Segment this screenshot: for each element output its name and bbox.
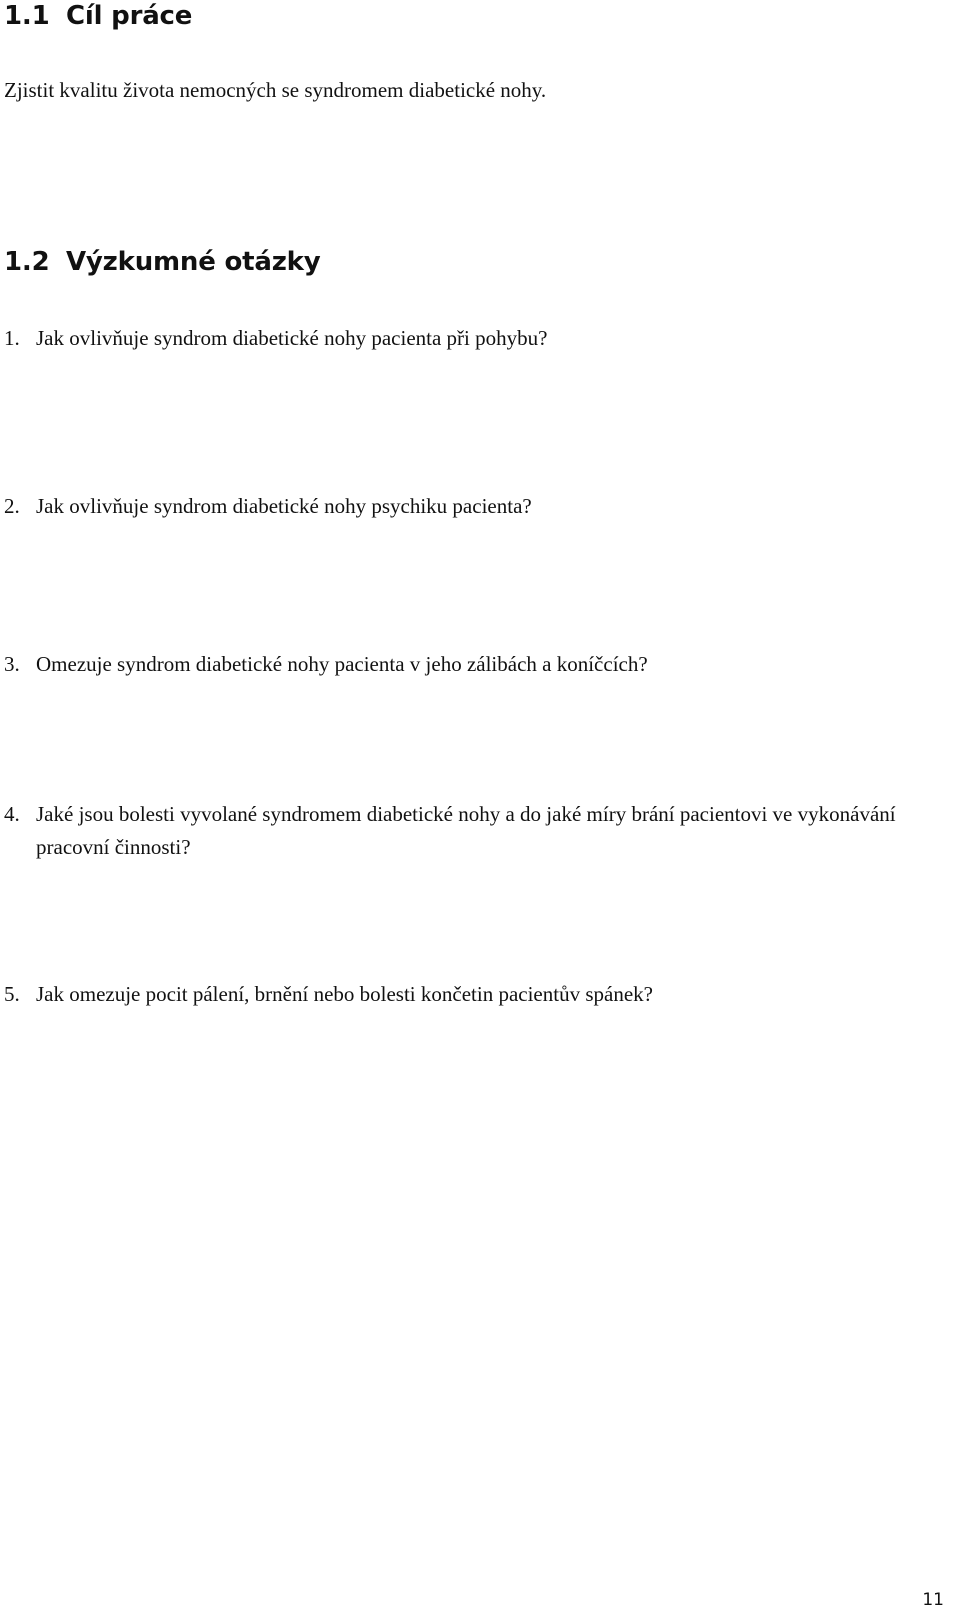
question-number: 1. bbox=[4, 326, 20, 350]
question-text: Omezuje syndrom diabetické nohy pacienta v jeho zálibách a koníčcích? bbox=[36, 652, 648, 676]
section-number: 1.1 bbox=[4, 1, 50, 31]
research-question-1 bbox=[4, 322, 904, 355]
question-text: Jak ovlivňuje syndrom diabetické nohy psychiku pacienta? bbox=[36, 494, 532, 518]
question-number: 5. bbox=[4, 982, 20, 1006]
section-title: Cíl práce bbox=[66, 1, 193, 31]
section-heading-questions bbox=[4, 246, 321, 278]
section-title: Výzkumné otázky bbox=[66, 247, 321, 277]
section-heading-goal bbox=[4, 0, 192, 32]
section-number: 1.2 bbox=[4, 247, 50, 277]
question-text: Jaké jsou bolesti vyvolané syndromem diabetické nohy a do jaké míry brání pacientovi ve vykonávání pracovní činnosti? bbox=[36, 802, 896, 859]
page-number: 11 bbox=[922, 1590, 944, 1610]
question-text: Jak omezuje pocit pálení, brnění nebo bolesti končetin pacientův spánek? bbox=[36, 982, 653, 1006]
goal-text: Zjistit kvalitu života nemocných se syndromem diabetické nohy. bbox=[4, 78, 547, 102]
research-question-5 bbox=[4, 978, 904, 1011]
research-question-2 bbox=[4, 490, 904, 523]
question-number: 4. bbox=[4, 802, 20, 826]
question-number: 2. bbox=[4, 494, 20, 518]
question-text: Jak ovlivňuje syndrom diabetické nohy pacienta při pohybu? bbox=[36, 326, 548, 350]
question-number: 3. bbox=[4, 652, 20, 676]
research-question-4 bbox=[4, 798, 904, 864]
research-question-3 bbox=[4, 648, 904, 681]
